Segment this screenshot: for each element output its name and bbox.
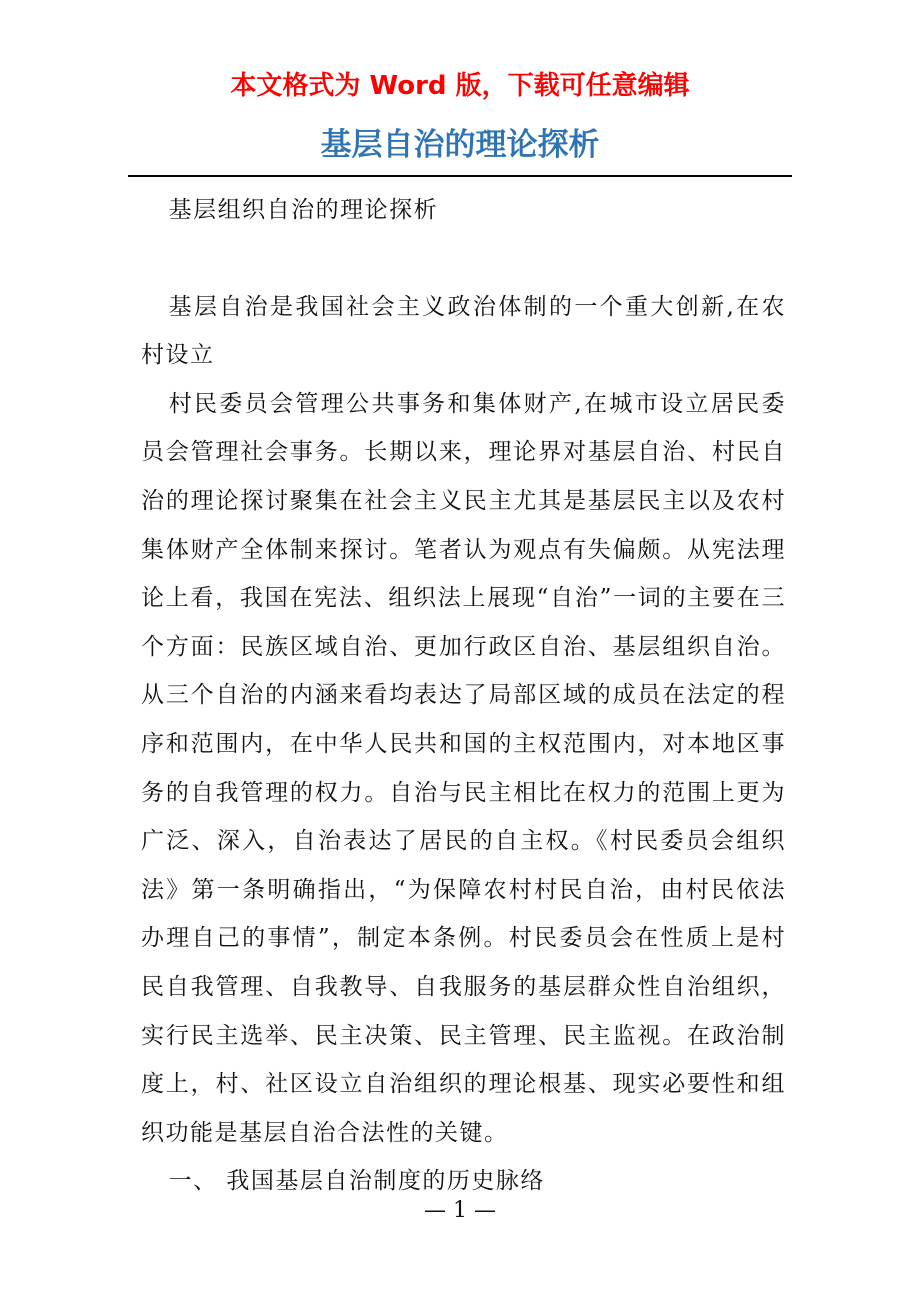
- document-body: [141, 186, 786, 1206]
- section-heading: 一、 我国基层自治制度的历史脉络: [168, 1168, 545, 1195]
- document-subtitle: 基层组织自治的理论探析: [168, 197, 439, 223]
- document-title: 基层自治的理论探析: [320, 127, 600, 163]
- title-divider: [128, 175, 792, 177]
- page-number: — 1 —: [424, 1198, 496, 1223]
- format-notice: 本文格式为 Word 版，下载可任意编辑: [230, 71, 690, 101]
- paragraph-main: 村民委员会管理公共事务和集体财产,在城市设立居民委员会管理社会事务。长期以来，理论界对基层自治、村民自治的理论探讨聚集在社会主义民主尤其是基层民主以及农村集体财产全体制来探讨。笔者认为观点有失偏颇。从宪法理论上看，我国在宪法、组织法上展现“自治”一词的主要在三个方面：民族区域自治、更加行政区自治、基层组织自治。从三个自治的内涵来看均表达了局部区域的成员在法定的程序和范围内，在中华人民共和国的主权范围内，对本地区事务的自我管理的权力。自治与民主相比在权力的范围上更为广泛、深入，自治表达了居民的自主权。《村民委员会组织法》第一条明确指出，“为保障农村村民自治，由村民依法办理自己的事情”，制定本条例。村民委员会在性质上是村民自我管理、自我教导、自我服务的基层群众性自治组织，实行民主选举、民主决策、民主管理、民主监视。在政治制度上，村、社区设立自治组织的理论根基、现实必要性和组织功能是基层自治合法性的关键。: [141, 390, 786, 1146]
- paragraph-intro: 基层自治是我国社会主义政治体制的一个重大创新,在农村设立: [141, 293, 786, 369]
